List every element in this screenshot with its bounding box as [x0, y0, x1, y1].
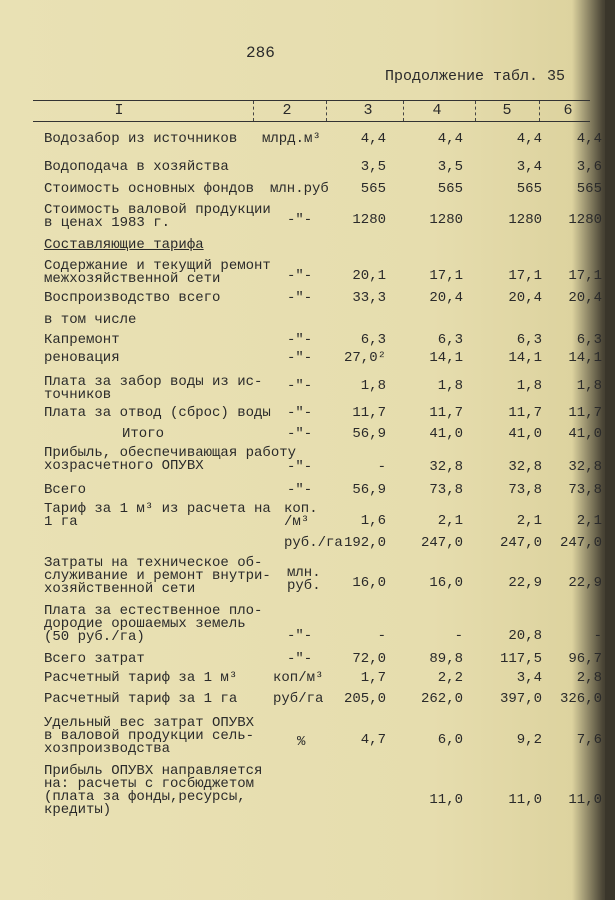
row-label: Водозабор из источников	[44, 131, 238, 147]
row-unit: -"-	[287, 212, 313, 228]
column-header-2: 2	[282, 102, 292, 119]
row-unit: -"-	[287, 628, 313, 644]
cell-col3: 4,7	[360, 732, 386, 748]
cell-col6: 4,4	[576, 131, 602, 147]
cell-col6: 73,8	[568, 482, 602, 498]
cell-col3: 192,0	[343, 535, 386, 551]
row-unit: млн.руб	[270, 181, 329, 197]
cell-col3: 565	[360, 181, 386, 197]
row-label: Стоимость основных фондов	[44, 181, 255, 197]
row-unit: -"-	[287, 268, 313, 284]
row-unit: -"-	[287, 332, 313, 348]
cell-col5: 11,0	[508, 792, 542, 808]
cell-col6: 41,0	[568, 426, 602, 442]
row-label: Капремонт	[44, 332, 120, 348]
cell-col6: 96,7	[568, 651, 602, 667]
section-heading: Составляющие тарифа	[44, 237, 204, 253]
cell-col4: 2,2	[437, 670, 463, 686]
cell-col5: 9,2	[516, 732, 542, 748]
row-label: Всего затрат	[44, 651, 145, 667]
cell-col4: 1,8	[437, 378, 463, 394]
row-unit: -"-	[287, 350, 313, 366]
page-edge-shadow	[605, 0, 615, 900]
cell-col5: 1280	[508, 212, 542, 228]
cell-col4: -	[454, 628, 463, 644]
cell-col3: -	[377, 459, 386, 475]
cell-col3: 1280	[352, 212, 386, 228]
row-label: Содержание и текущий ремонт межхозяйственной сети	[44, 258, 271, 287]
cell-col6: 6,3	[576, 332, 602, 348]
cell-col6: 11,0	[568, 792, 602, 808]
row-unit: %	[297, 734, 306, 750]
table-top-rule	[33, 100, 590, 101]
cell-col5: 14,1	[508, 350, 542, 366]
cell-col3: 205,0	[343, 691, 386, 707]
cell-col4: 565	[437, 181, 463, 197]
cell-col6: 1280	[568, 212, 602, 228]
cell-col3: -	[377, 628, 386, 644]
cell-col3: 1,6	[360, 513, 386, 529]
row-label: Воспроизводство всего	[44, 290, 221, 306]
table-header-rule	[33, 121, 590, 122]
cell-col4: 1280	[429, 212, 463, 228]
row-label: Всего	[44, 482, 87, 498]
cell-col5: 4,4	[516, 131, 542, 147]
row-label: Водоподача в хозяйства	[44, 159, 229, 175]
cell-col5: 17,1	[508, 268, 542, 284]
row-label: Плата за забор воды из ис- точников	[44, 374, 263, 403]
row-unit: -"-	[287, 290, 313, 306]
cell-col6: 32,8	[568, 459, 602, 475]
row-unit: -"-	[287, 482, 313, 498]
cell-col4: 3,5	[437, 159, 463, 175]
row-label: Прибыль ОПУВХ направляется на: расчеты с госбюджетом (плата за фонды,ресурсы, кредиты)	[44, 763, 263, 818]
cell-col4: 14,1	[429, 350, 463, 366]
column-header-4: 4	[432, 102, 442, 119]
cell-col6: 1,8	[576, 378, 602, 394]
cell-col5: 11,7	[508, 405, 542, 421]
cell-col6: 22,9	[568, 575, 602, 591]
cell-col4: 6,3	[437, 332, 463, 348]
cell-col4: 20,4	[429, 290, 463, 306]
cell-col5: 6,3	[516, 332, 542, 348]
cell-col5: 117,5	[499, 651, 542, 667]
column-separator	[326, 101, 327, 121]
cell-col5: 3,4	[516, 670, 542, 686]
row-label: Расчетный тариф за 1 м³	[44, 670, 238, 686]
row-label: Затраты на техническое об- служивание и ремонт внутри- хозяйственной сети	[44, 555, 271, 597]
column-separator	[253, 101, 254, 121]
cell-col3: 3,5	[360, 159, 386, 175]
column-separator	[403, 101, 404, 121]
row-label: Итого	[122, 426, 165, 442]
cell-col6: 247,0	[559, 535, 602, 551]
cell-col3: 56,9	[352, 482, 386, 498]
cell-col3: 1,7	[360, 670, 386, 686]
cell-col6: 20,4	[568, 290, 602, 306]
cell-col3: 33,3	[352, 290, 386, 306]
cell-col4: 6,0	[437, 732, 463, 748]
row-label: Удельный вес затрат ОПУВХ в валовой продукции сель- хозпроизводства	[44, 715, 255, 757]
cell-col4: 73,8	[429, 482, 463, 498]
cell-col6: -	[593, 628, 602, 644]
cell-col3: 1,8	[360, 378, 386, 394]
row-label: реновация	[44, 350, 120, 366]
row-label: Тариф за 1 м³ из расчета на 1 га	[44, 501, 271, 530]
cell-col3: 11,7	[352, 405, 386, 421]
cell-col4: 2,1	[437, 513, 463, 529]
row-unit: коп/м³	[273, 670, 324, 686]
cell-col4: 41,0	[429, 426, 463, 442]
cell-col5: 397,0	[499, 691, 542, 707]
cell-col5: 20,4	[508, 290, 542, 306]
cell-col3: 4,4	[360, 131, 386, 147]
row-unit: руб./га	[284, 535, 343, 551]
column-header-5: 5	[502, 102, 512, 119]
cell-col5: 22,9	[508, 575, 542, 591]
cell-col4: 247,0	[420, 535, 463, 551]
cell-col5: 73,8	[508, 482, 542, 498]
row-label: в том числе	[44, 312, 137, 328]
row-label: Стоимость валовой продукции в ценах 1983 г.	[44, 202, 271, 231]
cell-col4: 16,0	[429, 575, 463, 591]
cell-col5: 20,8	[508, 628, 542, 644]
cell-col6: 2,8	[576, 670, 602, 686]
cell-col4: 11,7	[429, 405, 463, 421]
cell-col3: 72,0	[352, 651, 386, 667]
cell-col4: 11,0	[429, 792, 463, 808]
cell-col5: 41,0	[508, 426, 542, 442]
cell-col5: 32,8	[508, 459, 542, 475]
cell-col5: 2,1	[516, 513, 542, 529]
row-unit: руб/га	[273, 691, 324, 707]
cell-col6: 565	[576, 181, 602, 197]
cell-col5: 247,0	[499, 535, 542, 551]
row-unit: -"-	[287, 651, 313, 667]
column-separator	[475, 101, 476, 121]
column-header-3: 3	[363, 102, 373, 119]
row-label: Расчетный тариф за 1 га	[44, 691, 238, 707]
cell-col4: 17,1	[429, 268, 463, 284]
row-unit: -"-	[287, 426, 313, 442]
row-unit: млрд.м³	[262, 131, 321, 147]
cell-col5: 565	[516, 181, 542, 197]
row-unit: -"-	[287, 378, 313, 394]
cell-col4: 32,8	[429, 459, 463, 475]
cell-col3: 56,9	[352, 426, 386, 442]
table-continuation-caption: Продолжение табл. 35	[385, 68, 566, 85]
row-unit: млн. руб.	[287, 565, 321, 594]
row-unit: -"-	[287, 459, 313, 475]
cell-col6: 2,1	[576, 513, 602, 529]
cell-col6: 326,0	[559, 691, 602, 707]
column-header-1: I	[114, 102, 124, 119]
cell-col4: 4,4	[437, 131, 463, 147]
cell-col6: 14,1	[568, 350, 602, 366]
cell-col3: 27,0²	[343, 350, 386, 366]
cell-col6: 7,6	[576, 732, 602, 748]
cell-col3: 20,1	[352, 268, 386, 284]
cell-col6: 3,6	[576, 159, 602, 175]
row-label: Прибыль, обеспечивающая работу хозрасчетного ОПУВХ	[44, 445, 297, 474]
column-header-6: 6	[563, 102, 573, 119]
row-label: Плата за отвод (сброс) воды	[44, 405, 271, 421]
row-unit: -"-	[287, 405, 313, 421]
cell-col4: 89,8	[429, 651, 463, 667]
cell-col4: 262,0	[420, 691, 463, 707]
page-number: 286	[246, 44, 275, 62]
cell-col5: 3,4	[516, 159, 542, 175]
column-separator	[539, 101, 540, 121]
row-label: Плата за естественное пло- дородие орошаемых земель (50 руб./га)	[44, 603, 263, 645]
cell-col5: 1,8	[516, 378, 542, 394]
cell-col6: 11,7	[568, 405, 602, 421]
cell-col3: 6,3	[360, 332, 386, 348]
cell-col3: 16,0	[352, 575, 386, 591]
row-unit: коп. /м³	[284, 501, 318, 530]
cell-col6: 17,1	[568, 268, 602, 284]
